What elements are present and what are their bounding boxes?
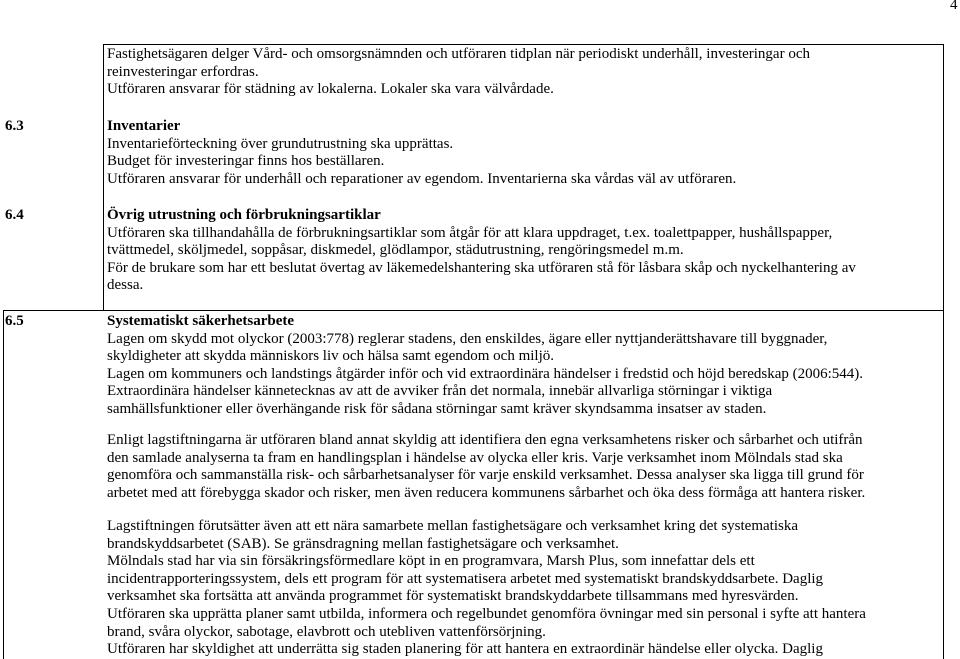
text-line: För de brukare som har ett beslutat övertag av läkemedelshantering ska utföraren stå för låsbara skåp och nyckelhantering av — [107, 259, 856, 276]
text-line: Mölndals stad har via sin försäkringsförmedlare köpt in en programvara, Marsh Plus, som innefattar dels ett — [107, 553, 755, 570]
text-line: den samlade analyserna ta fram en handlingsplan i händelse av olycka eller kris. Varje verksamhet inom Mölndals stad ska — [107, 449, 843, 466]
text-line: Utföraren ska upprätta planer samt utbilda, informera och regelbundet genomföra övningar med sin personal i syfte att hantera — [107, 605, 866, 622]
text-line: brand, svåra olyckor, sabotage, elavbrott och utebliven vattenförsörjning. — [107, 623, 546, 640]
section-6-3 — [107, 118, 736, 188]
text-line: reinvesteringar erfordras. — [107, 63, 259, 80]
text-line: incidentrapporteringssystem, dels ett program för att systematisera arbetet med systematiskt brandskyddsarbete. Daglig — [107, 570, 824, 587]
text-line: brandskyddsarbetet (SAB). Se gränsdragning mellan fastighetsägare och verksamhet. — [107, 535, 619, 552]
text-line: Enligt lagstiftningarna är utföraren bland annat skyldig att identifiera den egna verksamhetens risker och sårbarhet och utifrån — [107, 432, 863, 448]
section-6-4 — [107, 207, 856, 295]
continued-paragraph — [107, 46, 810, 99]
text-line: Inventarieförteckning över grundutrustning ska upprättas. — [107, 135, 454, 152]
text-line: verksamhet ska fortsätta att använda programmet för systematiskt brandskyddarbete tillsammans med hyresvärden. — [107, 588, 799, 605]
section-6-5-paragraph-3 — [107, 518, 866, 659]
text-line: Fastighetsägaren delger Vård- och omsorgsnämnden och utföraren tidplan när periodiskt underhåll, investeringar och — [107, 46, 810, 62]
section-title: Inventarier — [107, 118, 181, 134]
text-line: Utföraren ska tillhandahålla de förbrukningsartiklar som åtgår för att klara uppdraget, t.ex. toalettpapper, hushållspapper, — [107, 224, 833, 241]
section-6-5-paragraph-1 — [107, 313, 863, 419]
section-title: Systematiskt säkerhetsarbete — [107, 313, 295, 329]
section-number: 6.5 — [5, 313, 24, 329]
text-line: arbetet med att förebygga skador och risker, men även reducera kommunens sårbarhet och öka dess förmåga att hantera risker. — [107, 484, 866, 501]
text-line: samhällsfunktioner eller överhängande risk för sådana störningar samt kräver skyndsamma insatser av staden. — [107, 400, 767, 417]
section-number: 6.3 — [5, 118, 24, 134]
section-number: 6.4 — [5, 207, 24, 223]
section-6-5-paragraph-2 — [107, 432, 865, 502]
page-number: 4 — [950, 0, 958, 13]
text-line: Lagstiftningen förutsätter även att ett nära samarbete mellan fastighetsägare och verksamhet kring det systematiska — [107, 518, 798, 534]
text-line: Utföraren ansvarar för underhåll och reparationer av egendom. Inventarierna ska vårdas väl av utföraren. — [107, 170, 737, 187]
text-line: dessa. — [107, 277, 144, 294]
text-line: Lagen om skydd mot olyckor (2003:778) reglerar stadens, den enskildes, ägare eller nyttjanderättshavare till byggnader, — [107, 330, 828, 347]
text-line: Lagen om kommuners och landstings åtgärder inför och vid extraordinära händelser i fredstid och höjd beredskap (2006:544). — [107, 365, 864, 382]
text-line: Budget för investeringar finns hos beställaren. — [107, 153, 385, 170]
text-line: genomföra och sammanställa risk- och sårbarhetsanalyser för varje enskild verksamhet. Dessa analyser ska ligga till grund för — [107, 467, 864, 484]
text-line: Utföraren ansvarar för städning av lokalerna. Lokaler ska vara välvårdade. — [107, 81, 554, 98]
text-line: Utföraren har skyldighet att underrätta sig staden planering för att hantera en extraordinär händelse eller olycka. Daglig — [107, 641, 823, 658]
text-line: Extraordinära händelser kännetecknas av att de avviker från det normala, innebär allvarliga störningar i viktiga — [107, 383, 773, 400]
section-title: Övrig utrustning och förbrukningsartiklar — [107, 207, 381, 223]
text-line: tvättmedel, sköljmedel, soppåsar, diskmedel, glödlampor, städutrustning, rengöringsmedel m.m. — [107, 242, 684, 259]
text-line: skyldigheter att skydda människors liv och hälsa samt egendom och miljö. — [107, 348, 555, 365]
